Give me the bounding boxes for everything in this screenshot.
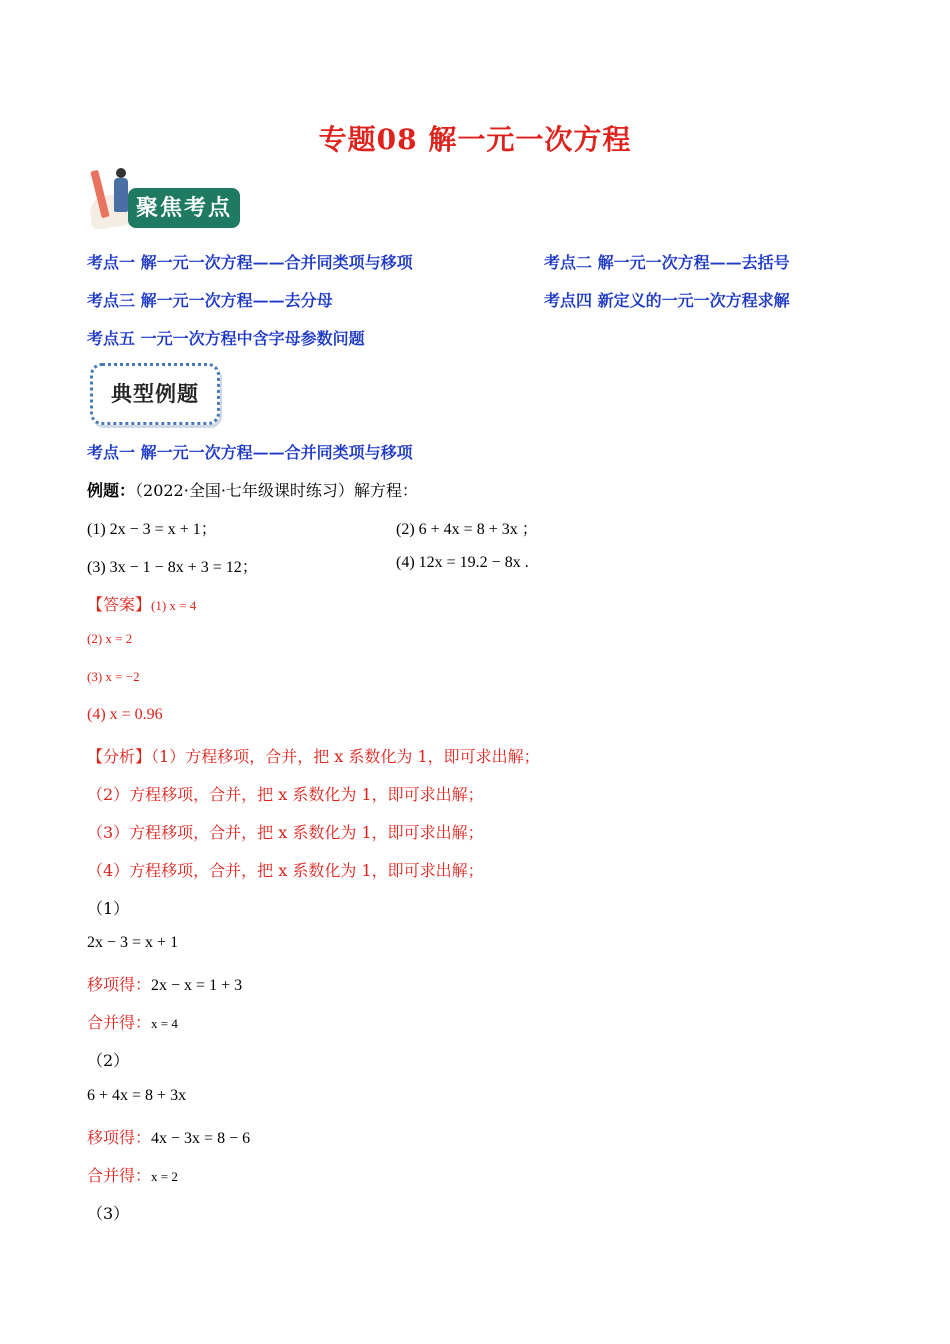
example-label: 例题： xyxy=(87,481,136,500)
kaodian-2: 考点二 解一元一次方程——去括号 xyxy=(544,253,790,272)
merge-label: 合并得： xyxy=(87,1166,152,1185)
student-icon xyxy=(116,168,126,178)
kaodian-1: 考点一 解一元一次方程——合并同类项与移项 xyxy=(87,253,413,272)
merge-equation: x = 2 xyxy=(151,1169,178,1184)
kaodian-5: 考点五 一元一次方程中含字母参数问题 xyxy=(87,329,365,348)
move-equation: 4x − 3x = 8 − 6 xyxy=(151,1130,251,1147)
analysis-line-1 xyxy=(87,744,540,767)
solution-2-move xyxy=(87,1125,250,1148)
problem-1: (1) 2x − 3 = x + 1； xyxy=(87,521,217,538)
analysis-3: （3）方程移项，合并，把 x 系数化为 1，即可求出解； xyxy=(87,823,484,842)
student-body-icon xyxy=(114,178,128,212)
problem-4: (4) 12x = 19.2 − 8x . xyxy=(396,554,529,571)
solution-2-merge xyxy=(87,1163,178,1186)
example-intro xyxy=(87,478,418,501)
answer-line-1 xyxy=(87,592,196,615)
analysis-4: （4）方程移项，合并，把 x 系数化为 1，即可求出解； xyxy=(87,861,484,880)
problem-3: (3) 3x − 1 − 8x + 3 = 12； xyxy=(87,559,258,576)
example-badge: 典型例题 xyxy=(90,363,220,425)
answer-4: (4) x = 0.96 xyxy=(87,706,163,723)
section-heading: 考点一 解一元一次方程——合并同类项与移项 xyxy=(87,443,413,462)
problem-2: (2) 6 + 4x = 8 + 3x ； xyxy=(396,521,538,538)
focus-badge xyxy=(86,164,246,232)
merge-label: 合并得： xyxy=(87,1013,152,1032)
page-title: 专题08 解一元一次方程 xyxy=(318,123,632,156)
kaodian-4: 考点四 新定义的一元一次方程求解 xyxy=(544,291,790,310)
answer-2: (2) x = 2 xyxy=(87,631,133,646)
analysis-tag: 【分析】 xyxy=(87,747,152,766)
focus-badge-label: 聚焦考点 xyxy=(128,188,240,228)
solution-3-label: （3） xyxy=(87,1204,130,1223)
solution-1-move xyxy=(87,972,242,995)
solution-1-equation: 2x − 3 = x + 1 xyxy=(87,934,179,951)
move-label: 移项得： xyxy=(87,1128,152,1147)
solution-2-label: （2） xyxy=(87,1051,130,1070)
answer-1: (1) x = 4 xyxy=(151,598,197,613)
kaodian-3: 考点三 解一元一次方程——去分母 xyxy=(87,291,333,310)
move-equation: 2x − x = 1 + 3 xyxy=(151,977,243,994)
move-label: 移项得： xyxy=(87,975,152,994)
solution-1-label: （1） xyxy=(87,899,130,918)
solution-1-merge xyxy=(87,1010,178,1033)
merge-equation: x = 4 xyxy=(151,1016,178,1031)
analysis-2: （2）方程移项，合并，把 x 系数化为 1，即可求出解； xyxy=(87,785,484,804)
solution-2-equation: 6 + 4x = 8 + 3x xyxy=(87,1087,187,1104)
answer-tag: 【答案】 xyxy=(87,595,152,614)
example-source: （2022·全国·七年级课时练习）解方程： xyxy=(135,481,418,500)
answer-3: (3) x = −2 xyxy=(87,669,140,684)
analysis-1: （1）方程移项，合并，把 x 系数化为 1，即可求出解； xyxy=(151,747,540,766)
